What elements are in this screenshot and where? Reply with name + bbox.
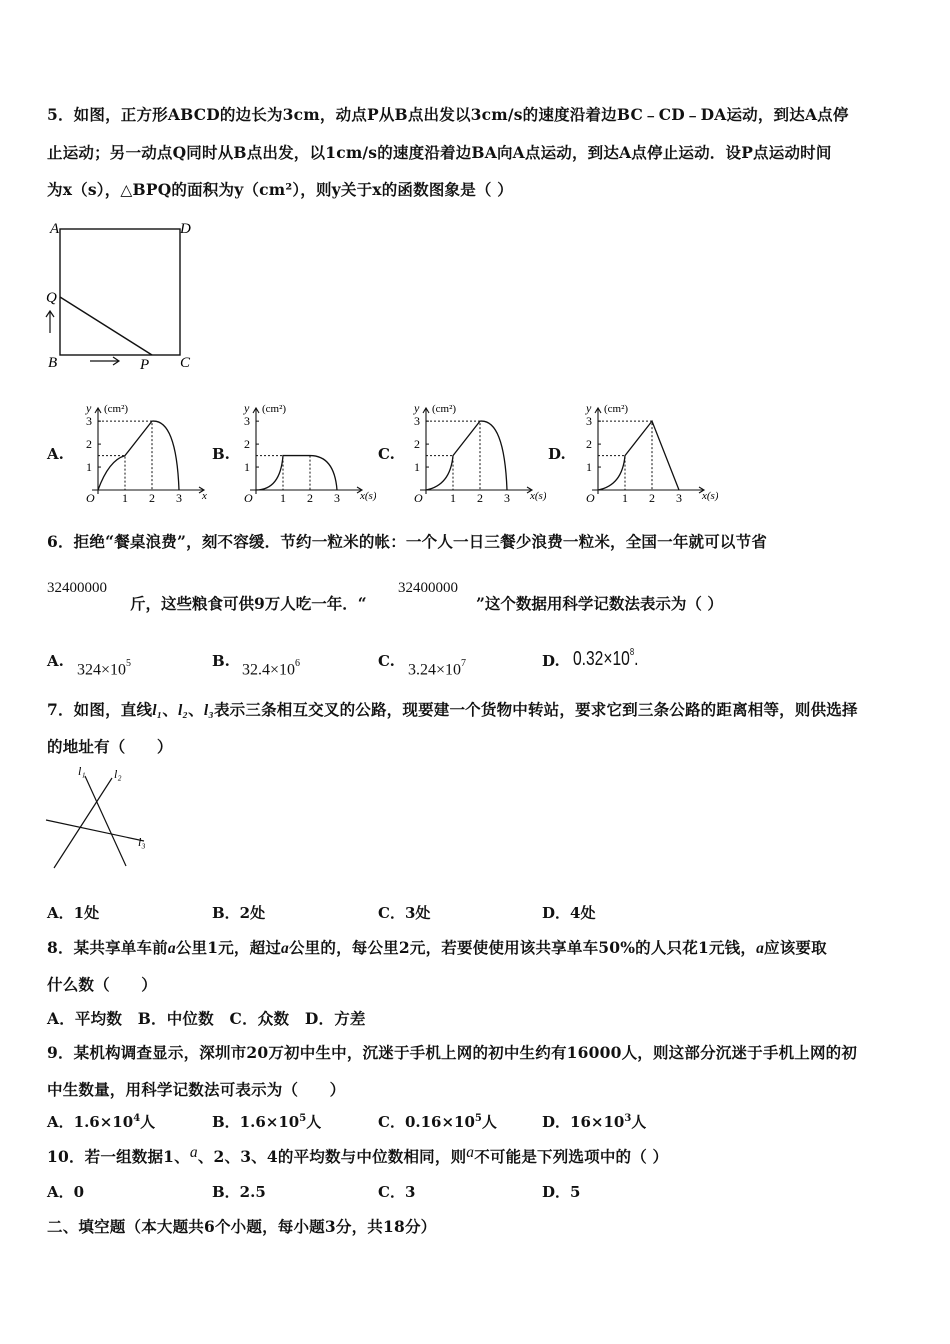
q6-option-b-value[interactable]: $32.4\times 10^6$ — [242, 658, 301, 679]
x-axis-label: x(s) — [702, 490, 718, 502]
y-tick-2: 2 — [586, 437, 592, 452]
curve — [256, 456, 337, 490]
square-abcd — [60, 229, 180, 355]
q9-option-b[interactable]: B．$1.6\times 10^5$人 — [212, 1113, 322, 1131]
q9-option-c[interactable]: C．$0.16\times 10^5$人 — [378, 1113, 497, 1131]
origin-label: O — [586, 491, 595, 505]
q6-option-c-letter[interactable]: C. — [378, 652, 395, 670]
q6-option-d-letter[interactable]: D. — [542, 652, 560, 670]
q9-option-a[interactable]: A．$1.6\times 10^4$人 — [47, 1113, 156, 1131]
y-tick-1: 1 — [244, 460, 250, 475]
q6-option-c-value[interactable]: $3.24\times 10^7$ — [408, 658, 467, 679]
guide-1 — [98, 456, 125, 490]
y-unit-label: (cm²) — [262, 403, 287, 415]
y-axis-label: y — [586, 401, 592, 415]
q8-line1: 8．某共享单车前a公里1元，超过a公里的，每公里2元，若要使使用该共享单车50%的人只花1元钱，a应该要取 — [47, 938, 827, 957]
q7-lines-figure — [40, 762, 170, 872]
x-tick-3: 3 — [176, 491, 182, 505]
y-unit-label: (cm²) — [432, 403, 457, 415]
q5-option-b-letter[interactable]: B. — [212, 445, 230, 463]
x-tick-2: 2 — [649, 491, 655, 505]
x-tick-3: 3 — [676, 491, 682, 505]
x-tick-2: 2 — [307, 491, 313, 505]
q5-option-c-letter[interactable]: C. — [378, 445, 395, 463]
y-tick-1: 1 — [586, 460, 592, 475]
label-B: B — [48, 355, 58, 371]
q5-line3: 为x（s），△BPQ的面积为y（cm²），则y关于x的函数图象是（ ） — [47, 180, 513, 199]
q6-number-1: 32400000 — [47, 580, 107, 596]
q9-option-d[interactable]: D．$16\times 10^3$人 — [542, 1113, 647, 1131]
q9-line1: 9．某机构调查显示，深圳市20万初中生中，沉迷于手机上网的初中生约有16000人，则这部分沉迷于手机上网的初 — [47, 1043, 858, 1062]
x-tick-2: 2 — [477, 491, 483, 505]
q8-line2: 什么数（ ） — [47, 975, 157, 994]
y-unit-label: (cm²) — [104, 403, 129, 415]
q6-option-a-letter[interactable]: A. — [47, 652, 64, 670]
x-axis-label: x — [202, 490, 207, 502]
y-tick-1: 1 — [414, 460, 420, 475]
label-P: P — [140, 357, 150, 373]
origin-label: O — [414, 491, 423, 505]
q10-line1: 10．若一组数据1、a、2、3、4的平均数与中位数相同，则a不可能是下列选项中的（ ） — [47, 1144, 669, 1166]
y-tick-3: 3 — [414, 414, 420, 429]
q5-option-d-letter[interactable]: D. — [548, 445, 566, 463]
y-axis-label: y — [86, 401, 92, 415]
q5-option-d-graph[interactable] — [578, 398, 718, 508]
q10-option-b[interactable]: B．2.5 — [212, 1183, 266, 1201]
q5-line1: 5．如图，正方形ABCD的边长为3cm，动点P从B点出发以3cm/s的速度沿着边BC﹣CD﹣DA运动，到达A点停 — [47, 105, 849, 124]
q5-option-c-graph[interactable] — [406, 398, 546, 508]
q6-text-a: 斤，这些粮食可供9万人吃一年．“ — [130, 594, 367, 613]
x-tick-1: 1 — [122, 491, 128, 505]
q6-option-b-letter[interactable]: B. — [212, 652, 230, 670]
label-l2: l₂ — [114, 767, 122, 781]
q5-square-figure — [40, 215, 210, 375]
q8-options[interactable]: A．平均数 B．中位数 C．众数 D．方差 — [47, 1009, 366, 1028]
y-axis-label: y — [414, 401, 420, 415]
q5-line2: 止运动；另一动点Q同时从B点出发，以1cm/s的速度沿着边BA向A点运动，到达A点停止运动．设P点运动时间 — [47, 143, 832, 162]
q6-number-2: 32400000 — [398, 580, 458, 596]
label-l1: l₁ — [78, 764, 86, 778]
q7-option-d[interactable]: D．4处 — [542, 904, 596, 922]
x-tick-3: 3 — [504, 491, 510, 505]
y-tick-2: 2 — [244, 437, 250, 452]
q5-option-a-graph[interactable] — [78, 398, 218, 508]
label-C: C — [180, 355, 191, 371]
q7-option-c[interactable]: C．3处 — [378, 904, 431, 922]
q7-option-b[interactable]: B．2处 — [212, 904, 266, 922]
x-axis-label: x(s) — [360, 490, 376, 502]
section-2-heading: 二、填空题（本大题共6个小题，每小题3分，共18分） — [47, 1217, 437, 1236]
q7-line2: 的地址有（ ） — [47, 737, 173, 756]
y-tick-1: 1 — [86, 460, 92, 475]
y-tick-3: 3 — [86, 414, 92, 429]
x-tick-1: 1 — [622, 491, 628, 505]
q7-line1: 7．如图，直线l₁、l₂、l₃表示三条相互交叉的公路，现要建一个货物中转站，要求它到三条公路的距离相等，则供选择 — [47, 700, 858, 719]
q10-option-c[interactable]: C．3 — [378, 1183, 416, 1201]
label-A: A — [50, 221, 60, 237]
y-tick-3: 3 — [586, 414, 592, 429]
y-tick-2: 2 — [414, 437, 420, 452]
label-l3: l₃ — [138, 835, 146, 849]
x-tick-1: 1 — [280, 491, 286, 505]
q6-option-a-value[interactable]: $324\times 10^5$ — [77, 658, 132, 679]
label-D: D — [180, 221, 191, 237]
line-l3 — [46, 820, 144, 841]
y-unit-label: (cm²) — [604, 403, 629, 415]
y-tick-2: 2 — [86, 437, 92, 452]
x-tick-2: 2 — [149, 491, 155, 505]
q6-line1: 6．拒绝“餐桌浪费”，刻不容缓．节约一粒米的帐：一个人一日三餐少浪费一粒米，全国一年就可以节省 — [47, 532, 768, 551]
y-tick-3: 3 — [244, 414, 250, 429]
origin-label: O — [244, 491, 253, 505]
q7-option-a[interactable]: A．1处 — [47, 904, 100, 922]
q10-option-a[interactable]: A．0 — [47, 1183, 85, 1201]
line-l1 — [85, 776, 126, 866]
origin-label: O — [86, 491, 95, 505]
x-axis-label: x(s) — [530, 490, 546, 502]
q10-option-d[interactable]: D．5 — [542, 1183, 581, 1201]
q6-option-d-value[interactable]: $0.32\times 10^8$. — [573, 647, 639, 670]
x-tick-3: 3 — [334, 491, 340, 505]
label-Q: Q — [46, 290, 57, 306]
y-axis-label: y — [244, 401, 250, 415]
x-tick-1: 1 — [450, 491, 456, 505]
q6-text-b: ”这个数据用科学记数法表示为（ ） — [476, 594, 723, 613]
q5-option-a-letter[interactable]: A. — [47, 445, 64, 463]
q5-option-b-graph[interactable] — [236, 398, 376, 508]
segment-qp — [60, 297, 152, 355]
q9-line2: 中生数量，用科学记数法可表示为（ ） — [47, 1080, 346, 1099]
